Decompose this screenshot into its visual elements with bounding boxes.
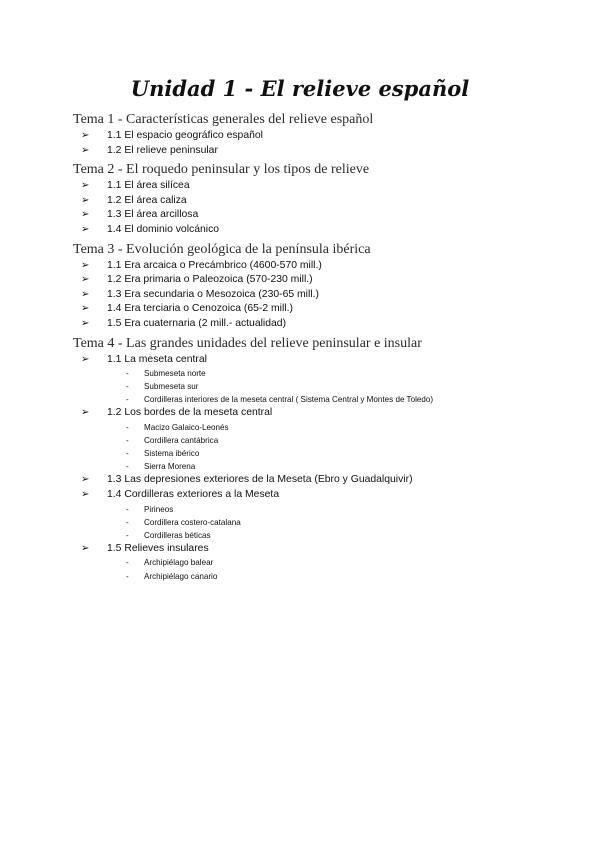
item-label: 1.3 El área arcillosa: [107, 209, 199, 221]
item-label: 1.1 El espacio geográfico español: [107, 130, 263, 141]
sub-item: [73, 447, 573, 460]
sub-item-label: Pirineos: [144, 504, 174, 514]
sub-item: [73, 393, 573, 406]
sub-item: [73, 421, 573, 434]
tema-heading: Tema 1 - Características generales del relieve español: [73, 112, 374, 127]
outline-item: [73, 259, 573, 274]
dash-bullet: -: [126, 504, 129, 514]
arrow-bullet-icon: ➢: [81, 474, 90, 486]
sub-item-label: Cordilleras béticas: [144, 530, 211, 540]
sub-item: [73, 380, 573, 393]
item-label: 1.2 El área caliza: [107, 194, 187, 206]
item-label: 1.5 Relieves insulares: [107, 542, 209, 554]
arrow-bullet-icon: ➢: [81, 303, 90, 315]
arrow-bullet-icon: ➢: [81, 180, 90, 192]
item-label: 1.2 El relieve peninsular: [107, 144, 218, 156]
dash-bullet: -: [126, 449, 129, 459]
arrow-bullet-icon: ➢: [81, 259, 90, 271]
item-label: 1.1 Era arcaica o Precámbrico (4600-570 mill.): [107, 259, 322, 271]
sub-item-label: Archipiélago canario: [144, 571, 218, 581]
arrow-bullet-icon: ➢: [81, 353, 90, 365]
sub-item-label: Submeseta sur: [144, 382, 199, 392]
outline-item: [73, 144, 573, 159]
arrow-bullet-icon: ➢: [81, 194, 90, 206]
outline-item: [73, 208, 573, 223]
outline-item: [73, 473, 573, 488]
outline-item: [73, 317, 573, 332]
arrow-bullet-icon: ➢: [81, 317, 90, 329]
dash-bullet: -: [126, 462, 129, 472]
item-label: 1.4 El dominio volcánico: [107, 223, 220, 235]
sub-item: [73, 434, 573, 447]
sub-item-label: Submeseta norte: [144, 369, 206, 379]
sub-item-label: Cordillera cantábrica: [144, 436, 219, 446]
outline-item: [73, 273, 573, 288]
outline-item: [73, 488, 573, 503]
item-label: 1.1 El área silícea: [107, 180, 190, 192]
dash-bullet: -: [126, 571, 129, 581]
outline-item: [73, 302, 573, 317]
sub-item-label: Macizo Galaico-Leonés: [144, 423, 229, 432]
tema-heading: Tema 4 - Las grandes unidades del relieve peninsular e insular: [73, 335, 422, 351]
arrow-bullet-icon: ➢: [81, 488, 90, 500]
arrow-bullet-icon: ➢: [81, 144, 90, 156]
dash-bullet: -: [126, 558, 129, 568]
outline-item: [73, 406, 573, 421]
outline-item: [73, 223, 573, 238]
dash-bullet: -: [126, 517, 129, 527]
item-label: 1.3 Era secundaria o Mesozoica (230-65 mill.): [107, 288, 319, 300]
sub-item: [73, 516, 573, 529]
dash-bullet: -: [126, 423, 129, 432]
sub-item: [73, 503, 573, 516]
tema-heading: Tema 2 - El roquedo peninsular y los tipos de relieve: [73, 162, 370, 178]
outline-item: [73, 194, 573, 209]
dash-bullet: -: [126, 530, 129, 540]
dash-bullet: -: [126, 369, 129, 379]
sub-item: [73, 556, 573, 569]
dash-bullet: -: [126, 382, 129, 392]
outline-item: [73, 288, 573, 303]
arrow-bullet-icon: ➢: [81, 542, 90, 554]
outline-item: [73, 353, 573, 368]
sub-item-label: Sierra Morena: [144, 462, 196, 472]
item-label: 1.3 Las depresiones exteriores de la Meseta (Ebro y Guadalquivir): [107, 474, 413, 486]
sub-item: [73, 367, 573, 380]
item-label: 1.4 Cordilleras exteriores a la Meseta: [107, 488, 280, 500]
sub-item-label: Archipiélago balear: [144, 558, 214, 568]
sub-item: [73, 529, 573, 542]
dash-bullet: -: [126, 395, 129, 405]
sub-item-label: Cordillera costero-catalana: [144, 517, 241, 527]
item-label: 1.2 Los bordes de la meseta central: [107, 407, 273, 419]
sub-item-label: Cordilleras interiores de la meseta central ( Sistema Central y Montes de Toledo): [144, 395, 434, 405]
sub-item: [73, 460, 573, 473]
sub-item: [73, 570, 573, 583]
arrow-bullet-icon: ➢: [81, 209, 90, 221]
item-label: 1.1 La meseta central: [107, 353, 207, 365]
item-label: 1.5 Era cuaternaria (2 mill.- actualidad): [107, 317, 287, 329]
document-title: Unidad 1 - El relieve español: [130, 76, 470, 101]
item-label: 1.2 Era primaria o Paleozoica (570-230 mill.): [107, 274, 313, 286]
outline-item: [73, 129, 573, 144]
arrow-bullet-icon: ➢: [81, 223, 90, 235]
outline-item: [73, 542, 573, 557]
outline-item: [73, 179, 573, 194]
arrow-bullet-icon: ➢: [81, 407, 90, 419]
arrow-bullet-icon: ➢: [81, 288, 90, 300]
arrow-bullet-icon: ➢: [81, 274, 90, 286]
sub-item-label: Sistema ibérico: [144, 449, 200, 459]
item-label: 1.4 Era terciaria o Cenozoica (65-2 mill.): [107, 303, 293, 315]
arrow-bullet-icon: ➢: [81, 130, 90, 141]
tema-heading: Tema 3 - Evolución geológica de la península ibérica: [73, 241, 371, 257]
dash-bullet: -: [126, 436, 129, 446]
outline: [73, 111, 573, 583]
